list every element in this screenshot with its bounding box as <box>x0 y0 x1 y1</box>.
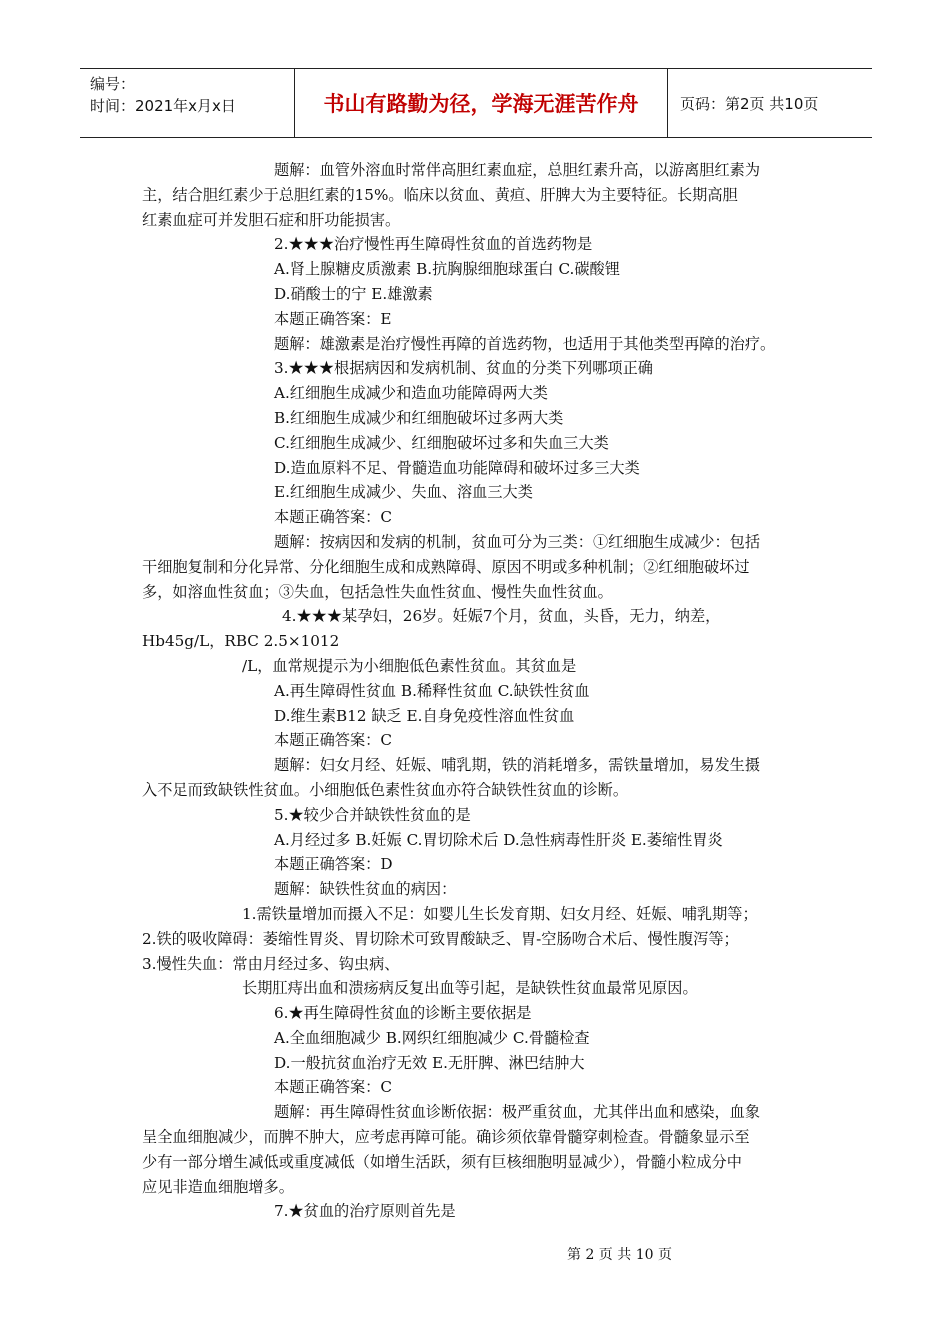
body-line: 1.需铁量增加而摄入不足：如婴儿生长发育期、妇女月经、妊娠、哺乳期等； <box>242 904 758 923</box>
body-line: 2.铁的吸收障碍：萎缩性胃炎、胃切除术可致胃酸缺乏、胃-空肠吻合术后、慢性腹泻等； <box>142 929 739 948</box>
body-line: A.再生障碍性贫血 B.稀释性贫血 C.缺铁性贫血 <box>274 681 590 700</box>
body-line: 入不足而致缺铁性贫血。小细胞低色素性贫血亦符合缺铁性贫血的诊断。 <box>142 780 628 799</box>
page-footer: 第 2 页 共 10 页 <box>567 1247 672 1263</box>
body-line: 7.★贫血的治疗原则首先是 <box>274 1202 456 1221</box>
body-line: 呈全血细胞减少，而脾不肿大，应考虑再障可能。确诊须依靠骨髓穿刺检查。骨髓象显示至 <box>142 1128 750 1147</box>
body-line: 题解：再生障碍性贫血诊断依据：极严重贫血，尤其伴出血和感染，血象 <box>274 1103 760 1122</box>
body-line: 本题正确答案：C <box>274 1078 392 1097</box>
document-body <box>142 158 832 1224</box>
body-line: 红素血症可并发胆石症和肝功能损害。 <box>142 210 401 229</box>
body-line: 4.★★★某孕妇，26岁。妊娠7个月，贫血，头昏，无力，纳差， <box>282 607 721 626</box>
body-line: 3.★★★根据病因和发病机制、贫血的分类下列哪项正确 <box>274 359 653 378</box>
body-line: 题解：缺铁性贫血的病因： <box>274 880 457 899</box>
body-line: D.造血原料不足、骨髓造血功能障碍和破坏过多三大类 <box>274 458 640 477</box>
body-line: 多，如溶血性贫血；③失血，包括急性失血性贫血、慢性失血性贫血。 <box>142 582 613 601</box>
doc-date-label: 时间：2021年x月x日 <box>90 97 236 115</box>
body-line: 2.★★★治疗慢性再生障碍性贫血的首选药物是 <box>274 235 593 254</box>
body-line: 本题正确答案：C <box>274 508 392 527</box>
body-line: 题解：按病因和发病的机制，贫血可分为三类：①红细胞生成减少：包括 <box>274 532 760 551</box>
body-line: 主，结合胆红素少于总胆红素的15%。临床以贫血、黄疸、肝脾大为主要特征。长期高胆 <box>142 185 738 204</box>
body-line: 3.慢性失血：常由月经过多、钩虫病、 <box>142 954 400 973</box>
body-line: 本题正确答案：E <box>274 309 392 328</box>
body-line: A.红细胞生成减少和造血功能障碍两大类 <box>274 384 548 403</box>
body-line: 长期肛痔出血和溃疡病反复出血等引起，是缺铁性贫血最常见原因。 <box>242 979 698 998</box>
body-line: A.月经过多 B.妊娠 C.胃切除术后 D.急性病毒性肝炎 E.萎缩性胃炎 <box>274 830 723 849</box>
body-line: 本题正确答案：C <box>274 731 392 750</box>
body-line: D.维生素B12 缺乏 E.自身免疫性溶血性贫血 <box>274 706 575 725</box>
body-line: 题解：妇女月经、妊娠、哺乳期，铁的消耗增多，需铁量增加，易发生摄 <box>274 756 760 775</box>
page-header <box>80 68 872 138</box>
body-line: D.一般抗贫血治疗无效 E.无肝脾、淋巴结肿大 <box>274 1053 585 1072</box>
body-line: A.全血细胞减少 B.网织红细胞减少 C.骨髓检查 <box>274 1028 590 1047</box>
body-line: 干细胞复制和分化异常、分化细胞生成和成熟障碍、原因不明或多种机制；②红细胞破坏过 <box>142 557 750 576</box>
body-line: C.红细胞生成减少、红细胞破坏过多和失血三大类 <box>274 433 609 452</box>
header-meta <box>80 69 295 137</box>
body-line: 题解：雄激素是治疗慢性再障的首选药物，也适用于其他类型再障的治疗。 <box>274 334 776 353</box>
body-line: D.硝酸士的宁 E.雄激素 <box>274 284 433 303</box>
body-line: 6.★再生障碍性贫血的诊断主要依据是 <box>274 1004 532 1023</box>
body-line: Hb45g/L，RBC 2.5×1012 <box>142 632 340 651</box>
body-line: A.肾上腺糖皮质激素 B.抗胸腺细胞球蛋白 C.碳酸锂 <box>274 260 620 279</box>
body-line: 5.★较少合并缺铁性贫血的是 <box>274 805 471 824</box>
body-line: 题解：血管外溶血时常伴高胆红素血症，总胆红素升高，以游离胆红素为 <box>274 161 760 179</box>
header-motto: 书山有路勤为径，学海无涯苦作舟 <box>295 69 668 137</box>
body-line: 本题正确答案：D <box>274 855 393 874</box>
body-line: /L，血常规提示为小细胞低色素性贫血。其贫血是 <box>242 656 577 675</box>
header-page-number: 页码：第2页 共10页 <box>680 94 819 113</box>
body-line: 应见非造血细胞增多。 <box>142 1177 294 1196</box>
body-line: B.红细胞生成减少和红细胞破坏过多两大类 <box>274 408 564 427</box>
doc-number-label: 编号： <box>90 75 136 93</box>
body-line: 少有一部分增生减低或重度减低（如增生活跃，须有巨核细胞明显减少），骨髓小粒成分中 <box>142 1152 742 1171</box>
body-line: E.红细胞生成减少、失血、溶血三大类 <box>274 483 533 502</box>
